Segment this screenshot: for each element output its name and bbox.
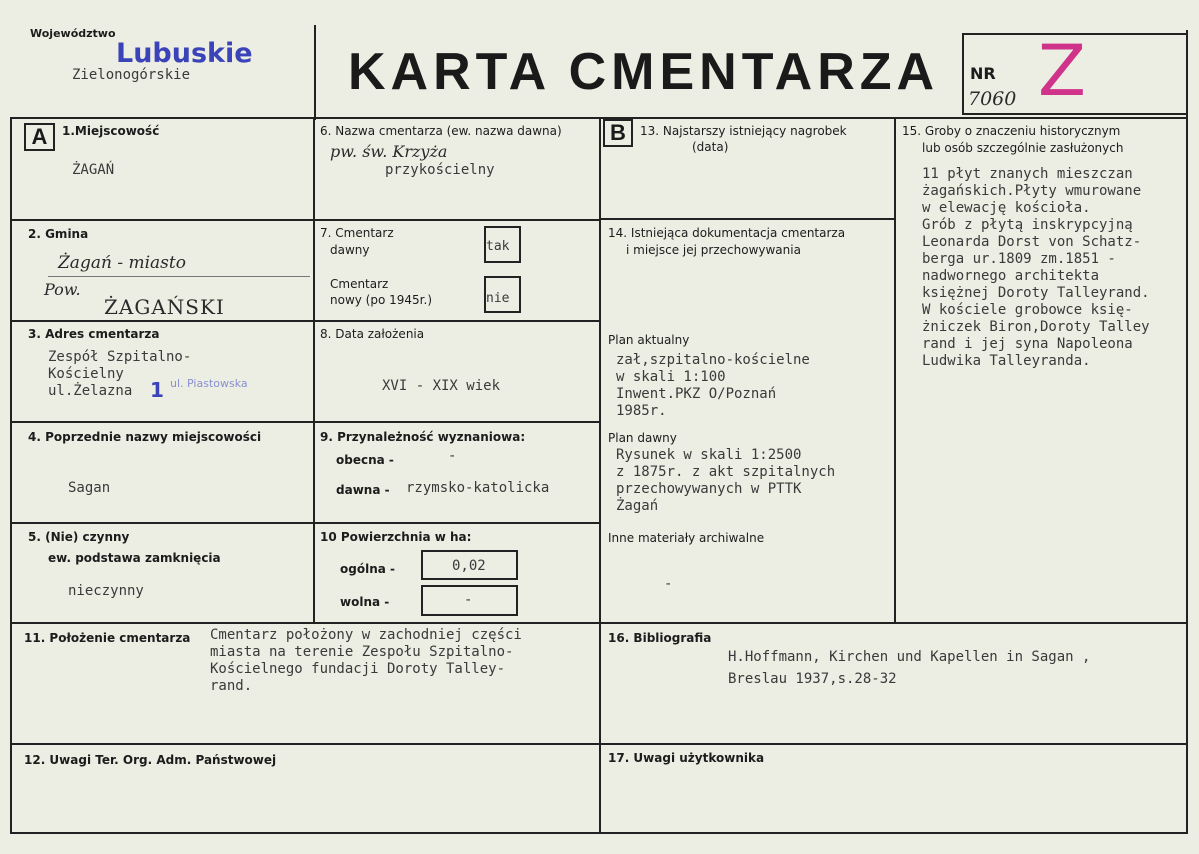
outer-right-border — [1186, 30, 1188, 834]
f15-label2: lub osób szczególnie zasłużonych — [922, 141, 1124, 155]
f9-obecna-value: - — [448, 448, 457, 464]
f3-line3: ul.Żelazna — [48, 383, 133, 399]
f2-pow-label: Pow. — [44, 280, 81, 299]
f15-line-2: w elewację kościoła. — [922, 200, 1091, 216]
f14-plan-daw-label: Plan dawny — [608, 431, 677, 445]
f1-value: ŻAGAŃ — [72, 162, 115, 178]
f11-line3: Kościelnego fundacji Doroty Talley- — [210, 661, 506, 677]
f5-label2: ew. podstawa zamknięcia — [48, 551, 221, 565]
f10-ogolna-label: ogólna - — [340, 562, 395, 576]
f14-plan-daw-1: Rysunek w skali 1:2500 — [616, 447, 802, 463]
f7-label1a: 7. Cmentarz — [320, 226, 394, 240]
f15-line-7: księżnej Doroty Talleyrand. — [922, 285, 1150, 301]
f3-line1: Zespół Szpitalno- — [48, 349, 192, 365]
f9-dawna-label: dawna - — [336, 483, 390, 497]
f11-label: 11. Położenie cmentarza — [24, 631, 191, 645]
f14-label2: i miejsce jej przechowywania — [626, 243, 801, 257]
f15-label1: 15. Groby o znaczeniu historycznym — [902, 124, 1121, 138]
row-line-3 — [10, 421, 600, 423]
nr-label: NR — [970, 64, 996, 83]
f9-obecna-label: obecna - — [336, 453, 394, 467]
f10-wolna-value: - — [464, 592, 473, 608]
f13-label1: 13. Najstarszy istniejący nagrobek — [640, 124, 847, 138]
col-divider-2 — [599, 118, 601, 834]
f7-box1-value: tak — [486, 239, 510, 254]
f14-plan-akt-4: 1985r. — [616, 403, 667, 419]
f10-label: 10 Powierzchnia w ha: — [320, 530, 472, 544]
row-line-2 — [10, 320, 600, 322]
f8-label: 8. Data założenia — [320, 327, 425, 341]
wojewodztwo-stamp: Lubuskie — [116, 38, 253, 69]
outer-left-border — [10, 118, 12, 834]
f13-label2: (data) — [692, 140, 729, 154]
f17-label: 17. Uwagi użytkownika — [608, 751, 765, 765]
f16-line2: Breslau 1937,s.28-32 — [728, 671, 897, 687]
f16-line1: H.Hoffmann, Kirchen und Kapellen in Sagan , — [728, 649, 1091, 665]
f15-line-3: Grób z płytą inskrypcyjną — [922, 217, 1133, 233]
f1-label: 1.Miejscowość — [62, 124, 160, 138]
f3-number: 1 — [150, 378, 164, 402]
f14-plan-daw-4: Żagań — [616, 498, 659, 514]
f16-label: 16. Bibliografia — [608, 631, 712, 645]
f7-label2b: nowy (po 1945r.) — [330, 293, 432, 307]
col-divider-3 — [894, 118, 896, 623]
row-line-4 — [10, 522, 600, 524]
f3-label: 3. Adres cmentarza — [28, 327, 160, 341]
section-b-box: B — [603, 119, 633, 147]
f6-hand: pw. św. Krzyża — [330, 142, 448, 161]
f4-label: 4. Poprzednie nazwy miejscowości — [28, 430, 262, 444]
f12-label: 12. Uwagi Ter. Org. Adm. Państwowej — [24, 753, 277, 767]
row-line-1 — [10, 219, 600, 221]
f14-plan-akt-1: zał,szpitalno-kościelne — [616, 352, 810, 368]
f14-inne-label: Inne materiały archiwalne — [608, 531, 765, 545]
gmina-underline — [48, 276, 310, 277]
f11-line4: rand. — [210, 678, 253, 694]
f15-line-8: W kościele grobowce księ- — [922, 302, 1133, 318]
f2-label: 2. Gmina — [28, 227, 89, 241]
f15-line-5: berga ur.1809 zm.1851 - — [922, 251, 1116, 267]
nr-value: 7060 — [968, 88, 1017, 110]
wojewodztwo-old: Zielonogórskie — [72, 67, 191, 83]
b-row-line — [599, 218, 896, 220]
f14-plan-akt-label: Plan aktualny — [608, 333, 690, 347]
f14-inne-value: - — [664, 576, 673, 592]
f11-line1: Cmentarz położony w zachodniej części — [210, 627, 522, 643]
f11-line2: miasta na terenie Zespołu Szpitalno- — [210, 644, 514, 660]
f15-line-10: rand i jej syna Napoleona — [922, 336, 1133, 352]
f10-wolna-label: wolna - — [340, 595, 390, 609]
f7-label1b: dawny — [330, 243, 370, 257]
f10-ogolna-value: 0,02 — [452, 558, 486, 574]
nr-letter: Z — [1038, 30, 1086, 112]
f5-value: nieczynny — [68, 583, 144, 599]
header-divider — [314, 25, 316, 120]
f6-label: 6. Nazwa cmentarza (ew. nazwa dawna) — [320, 124, 562, 138]
f14-label1: 14. Istniejąca dokumentacja cmentarza — [608, 226, 846, 240]
f2-pow-value: ŻAGAŃSKI — [104, 295, 225, 319]
wojewodztwo-label: Województwo — [30, 27, 116, 40]
f2-value: Żagań - miasto — [58, 253, 186, 273]
f7-box2-value: nie — [486, 291, 510, 306]
f5-label1: 5. (Nie) czynny — [28, 530, 130, 544]
f3-line2: Kościelny — [48, 366, 124, 382]
f14-plan-daw-3: przechowywanych w PTTK — [616, 481, 802, 497]
f3-faint: ul. Piastowska — [170, 377, 248, 390]
section-a-box: A — [24, 123, 55, 151]
f4-value: Sagan — [68, 480, 111, 496]
f14-plan-akt-3: Inwent.PKZ O/Poznań — [616, 386, 777, 402]
f15-line-9: żniczek Biron,Doroty Talley — [922, 319, 1150, 335]
f9-dawna-value: rzymsko-katolicka — [406, 480, 550, 496]
f15-line-4: Leonarda Dorst von Schatz- — [922, 234, 1142, 250]
row-line-6 — [10, 743, 1188, 745]
f14-plan-daw-2: z 1875r. z akt szpitalnych — [616, 464, 836, 480]
f15-line-1: żagańskich.Płyty wmurowane — [922, 183, 1142, 199]
f8-value: XVI - XIX wiek — [382, 378, 501, 394]
page-title: KARTA CMENTARZA — [348, 43, 940, 101]
f7-label2a: Cmentarz — [330, 277, 389, 291]
f15-line-0: 11 płyt znanych mieszczan — [922, 166, 1133, 182]
f9-label: 9. Przynależność wyznaniowa: — [320, 430, 526, 444]
f6-value: przykościelny — [385, 162, 495, 178]
col-divider-1 — [313, 118, 315, 623]
row-line-5 — [10, 622, 1188, 624]
f14-plan-akt-2: w skali 1:100 — [616, 369, 726, 385]
f15-line-11: Ludwika Talleyranda. — [922, 353, 1091, 369]
f15-line-6: nadwornego architekta — [922, 268, 1100, 284]
